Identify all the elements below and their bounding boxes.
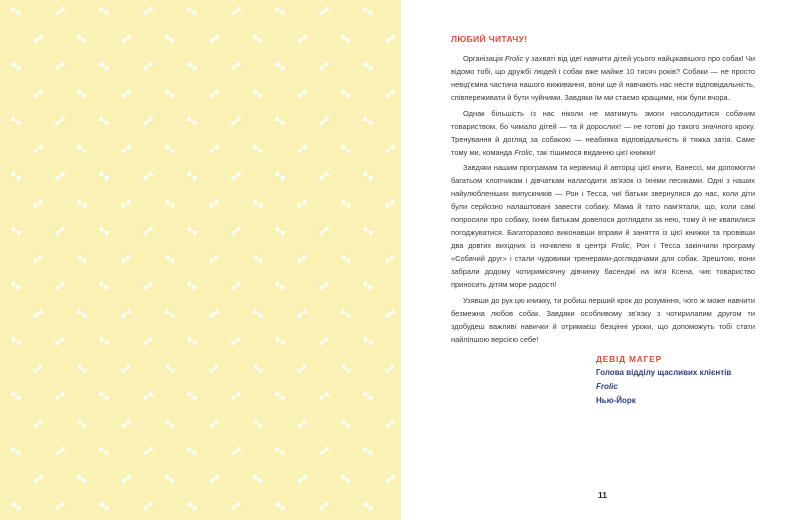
bone-icon bbox=[295, 473, 308, 485]
bone-icon bbox=[295, 198, 308, 210]
bone-icon bbox=[163, 88, 176, 100]
bone-icon bbox=[339, 33, 352, 45]
bone-icon bbox=[361, 280, 374, 292]
bone-icon bbox=[251, 473, 264, 485]
bone-icon bbox=[75, 473, 88, 485]
bone-icon bbox=[207, 418, 220, 430]
bone-icon bbox=[295, 308, 308, 320]
bone-icon bbox=[361, 225, 374, 237]
bone-icon bbox=[97, 445, 110, 457]
bone-icon bbox=[361, 115, 374, 127]
bone-icon bbox=[97, 60, 110, 72]
bone-icon bbox=[207, 253, 220, 265]
bone-icon bbox=[97, 280, 110, 292]
bone-icon bbox=[31, 88, 44, 100]
bone-icon bbox=[75, 33, 88, 45]
bone-icon bbox=[53, 170, 66, 182]
bone-icon bbox=[295, 143, 308, 155]
bone-icon bbox=[383, 198, 396, 210]
bone-icon bbox=[317, 390, 330, 402]
bone-icon bbox=[9, 115, 22, 127]
bone-icon bbox=[361, 335, 374, 347]
bone-icon bbox=[383, 88, 396, 100]
bone-icon bbox=[229, 280, 242, 292]
bone-icon bbox=[207, 473, 220, 485]
bone-icon bbox=[251, 308, 264, 320]
bone-icon bbox=[163, 363, 176, 375]
bone-icon bbox=[229, 170, 242, 182]
bone-icon bbox=[119, 363, 132, 375]
bone-icon bbox=[295, 88, 308, 100]
bone-icon bbox=[0, 198, 1, 210]
bone-icon bbox=[383, 363, 396, 375]
paragraph-text: у захваті від ідеї навчити дітей усього найцікавішого про собак! Чи відомо тобі, що дружбі людей і собак вже майже 10 тисяч років? Собаки — не просто невід'ємна частина нашого виживання, вони ще й навчають нас нести відповідальність, співпереживати й бути чуйними. Завдяки їм ми стаємо кращими, ніж були вчора. bbox=[451, 54, 756, 102]
bone-icon bbox=[273, 335, 286, 347]
signature-brand: Frolic bbox=[596, 382, 618, 391]
bone-icon bbox=[273, 60, 286, 72]
bone-icon bbox=[229, 115, 242, 127]
bone-icon bbox=[339, 88, 352, 100]
bone-icon bbox=[317, 170, 330, 182]
bone-icon bbox=[31, 418, 44, 430]
bone-icon bbox=[185, 500, 198, 512]
bone-icon bbox=[0, 308, 1, 320]
bone-icon bbox=[317, 335, 330, 347]
bone-icon bbox=[75, 363, 88, 375]
brand-name: Frolic bbox=[514, 147, 533, 157]
bone-icon bbox=[0, 363, 1, 375]
bone-icon bbox=[273, 390, 286, 402]
bone-icon bbox=[97, 170, 110, 182]
bone-icon bbox=[163, 143, 176, 155]
bone-icon bbox=[383, 473, 396, 485]
bone-icon bbox=[317, 115, 330, 127]
bone-icon bbox=[31, 33, 44, 45]
bone-icon bbox=[9, 500, 22, 512]
bone-icon bbox=[339, 253, 352, 265]
bone-icon bbox=[251, 198, 264, 210]
bone-icon bbox=[339, 418, 352, 430]
bone-icon bbox=[163, 198, 176, 210]
bone-icon bbox=[185, 60, 198, 72]
bone-icon bbox=[141, 280, 154, 292]
bone-icon bbox=[383, 143, 396, 155]
bone-icon bbox=[53, 445, 66, 457]
bone-icon bbox=[31, 473, 44, 485]
bone-icon bbox=[317, 280, 330, 292]
bone-icon bbox=[273, 5, 286, 17]
bone-icon bbox=[251, 363, 264, 375]
bone-icon bbox=[229, 335, 242, 347]
brand-name: Frolic bbox=[505, 54, 524, 63]
bone-icon bbox=[295, 418, 308, 430]
bone-icon bbox=[383, 33, 396, 45]
letter-paragraph bbox=[451, 161, 755, 291]
bone-icon bbox=[31, 308, 44, 320]
bone-icon bbox=[251, 88, 264, 100]
bone-icon bbox=[229, 500, 242, 512]
bone-icon bbox=[361, 445, 374, 457]
bone-icon bbox=[251, 143, 264, 155]
bone-icon bbox=[361, 170, 374, 182]
bone-icon bbox=[339, 308, 352, 320]
bone-icon bbox=[251, 253, 264, 265]
bone-icon bbox=[0, 33, 1, 45]
bone-icon bbox=[273, 170, 286, 182]
bone-icon bbox=[273, 445, 286, 457]
bone-icon bbox=[185, 390, 198, 402]
bone-icon bbox=[163, 253, 176, 265]
bone-icon bbox=[31, 363, 44, 375]
bone-icon bbox=[295, 363, 308, 375]
bone-icon bbox=[317, 5, 330, 17]
bone-icon bbox=[185, 280, 198, 292]
bone-icon bbox=[185, 335, 198, 347]
bone-icon bbox=[207, 33, 220, 45]
brand-name: Frolic bbox=[611, 241, 630, 250]
bone-icon bbox=[339, 143, 352, 155]
bone-icon bbox=[53, 280, 66, 292]
letter-page bbox=[401, 0, 800, 520]
bone-icon bbox=[207, 308, 220, 320]
bone-icon bbox=[383, 418, 396, 430]
bone-icon bbox=[141, 335, 154, 347]
letter-paragraph bbox=[451, 52, 755, 104]
bone-icon bbox=[119, 418, 132, 430]
paragraph-text: , Рон і Тесса закінчили програму «Собачий друг» і стали чудовими тренерами-доглядачами для собак. Зрештою, вони забрали додому чотиримісячну дівчинку басенджі на ім'я Ксена, чиє товариство приносить дітям море радості! bbox=[451, 241, 755, 289]
bone-icon bbox=[273, 115, 286, 127]
bone-icon bbox=[163, 308, 176, 320]
paragraph-text: Узявши до рук цю книжку, ти робиш перший крок до розуміння, чого ж може навчити безмежна любов собак. Завдяки особливому зв'язку з чотирилапим другом ти здобудеш важливі навички й отримаєш безцінні уроки, що допоможуть тобі стати найліпшою версією себе! bbox=[451, 295, 755, 344]
bone-icon bbox=[185, 115, 198, 127]
bone-icon bbox=[97, 5, 110, 17]
bone-icon bbox=[141, 170, 154, 182]
signature-block bbox=[596, 352, 766, 408]
bone-icon bbox=[207, 143, 220, 155]
bone-icon bbox=[119, 88, 132, 100]
bone-icon bbox=[97, 500, 110, 512]
bone-icon bbox=[141, 390, 154, 402]
bone-icon bbox=[97, 115, 110, 127]
bone-icon bbox=[229, 5, 242, 17]
bone-icon bbox=[229, 60, 242, 72]
bone-icon bbox=[207, 363, 220, 375]
bone-icon bbox=[339, 198, 352, 210]
bone-icon bbox=[0, 473, 1, 485]
bone-icon bbox=[75, 308, 88, 320]
bone-icon bbox=[97, 225, 110, 237]
bone-icon bbox=[185, 445, 198, 457]
bone-icon bbox=[53, 390, 66, 402]
bone-icon bbox=[273, 500, 286, 512]
paragraph-text: Однак більшість із нас ніколи не матимуть змоги насолодитися собачим товариством, бо чимало дітей — та й дорослих! — не готові до такого значного кроку. Тренування й догляд за собакою — неабияка відповідальність й тяжка затія. Саме тому ми, команда bbox=[451, 108, 755, 157]
bone-icon bbox=[119, 143, 132, 155]
letter-body bbox=[451, 52, 755, 346]
bone-icon bbox=[141, 445, 154, 457]
bone-icon bbox=[229, 445, 242, 457]
bone-icon bbox=[75, 418, 88, 430]
bone-icon bbox=[9, 170, 22, 182]
bone-icon bbox=[119, 308, 132, 320]
bone-icon bbox=[141, 225, 154, 237]
bone-icon bbox=[9, 280, 22, 292]
bone-icon bbox=[75, 253, 88, 265]
bone-icon bbox=[119, 198, 132, 210]
bone-icon bbox=[31, 253, 44, 265]
bone-icon bbox=[273, 225, 286, 237]
bone-icon bbox=[207, 88, 220, 100]
bone-icon bbox=[0, 88, 1, 100]
bone-icon bbox=[229, 225, 242, 237]
bone-icon bbox=[141, 5, 154, 17]
bone-icon bbox=[339, 363, 352, 375]
bone-icon bbox=[163, 473, 176, 485]
bone-icon bbox=[97, 335, 110, 347]
bone-icon bbox=[75, 198, 88, 210]
bone-icon bbox=[141, 60, 154, 72]
bone-icon bbox=[0, 143, 1, 155]
letter-paragraph bbox=[451, 107, 755, 159]
bone-icon bbox=[119, 473, 132, 485]
bone-icon bbox=[251, 418, 264, 430]
bone-icon bbox=[361, 500, 374, 512]
bone-icon bbox=[75, 88, 88, 100]
bone-icon bbox=[361, 5, 374, 17]
signature-title: Голова відділу щасливих клієнтів bbox=[596, 368, 732, 377]
bone-icon bbox=[0, 253, 1, 265]
bone-icon bbox=[317, 500, 330, 512]
bone-icon bbox=[339, 473, 352, 485]
bone-icon bbox=[0, 418, 1, 430]
signature-city: Нью-Йорк bbox=[596, 396, 636, 405]
bone-icon bbox=[141, 500, 154, 512]
bone-icon bbox=[185, 170, 198, 182]
bone-icon bbox=[383, 308, 396, 320]
bone-icon bbox=[163, 33, 176, 45]
bone-icon bbox=[119, 253, 132, 265]
bone-icon bbox=[119, 33, 132, 45]
bone-icon bbox=[9, 390, 22, 402]
bone-icon bbox=[53, 500, 66, 512]
bone-icon bbox=[251, 33, 264, 45]
bone-icon bbox=[163, 418, 176, 430]
bone-icon bbox=[53, 335, 66, 347]
bone-icon bbox=[53, 225, 66, 237]
bone-icon bbox=[31, 143, 44, 155]
letter-heading: ЛЮБИЙ ЧИТАЧУ! bbox=[451, 34, 528, 44]
paragraph-text: Організація bbox=[463, 54, 505, 63]
bone-icon bbox=[361, 60, 374, 72]
bone-icon bbox=[9, 225, 22, 237]
bone-icon bbox=[317, 445, 330, 457]
bone-icon bbox=[229, 390, 242, 402]
bone-icon bbox=[295, 253, 308, 265]
bone-icon bbox=[31, 198, 44, 210]
bone-icon bbox=[185, 5, 198, 17]
bone-icon bbox=[53, 60, 66, 72]
bone-icon bbox=[75, 143, 88, 155]
letter-paragraph bbox=[451, 294, 755, 346]
bone-icon bbox=[317, 60, 330, 72]
letter-content bbox=[451, 34, 755, 346]
bone-icon bbox=[9, 445, 22, 457]
bone-icon bbox=[9, 60, 22, 72]
bone-icon bbox=[9, 335, 22, 347]
bone-icon bbox=[53, 115, 66, 127]
bone-icon bbox=[273, 280, 286, 292]
signature-name: ДЕВІД МАГЕР bbox=[596, 354, 662, 364]
bone-icon bbox=[53, 5, 66, 17]
bone-icon bbox=[295, 33, 308, 45]
bone-icon bbox=[317, 225, 330, 237]
bone-icon bbox=[207, 198, 220, 210]
bone-icon bbox=[97, 390, 110, 402]
bone-icon bbox=[361, 390, 374, 402]
paragraph-text: Завдяки нашим програмам та керівниці й авторці цієї книги, Ванессі, ми допомогли багатьом хлопчикам і дівчаткам налагодити зв'язок із їхніми песиками. Одні з наших найулюбленіших випускників — Рон і Тесса, чиї батьки звернулися до нас, коли діти були серйозно налаштовані завести собаку. Мама й тато пам'ятали, що, коли самі попросили про собаку, їхнім батькам довелося доглядати за нею, тому й не квапилися погоджуватися. Багаторазово виконавши вправи й заняття із цієї книжки та провівши два довгих вихідних із ночівлею в центрі bbox=[451, 163, 755, 250]
bone-icon bbox=[185, 225, 198, 237]
bone-icon bbox=[141, 115, 154, 127]
page-number: 11 bbox=[598, 490, 607, 500]
bone-icon bbox=[9, 5, 22, 17]
paragraph-text: , так тішимося виданню цієї книжки! bbox=[532, 147, 656, 157]
bone-icon bbox=[383, 253, 396, 265]
